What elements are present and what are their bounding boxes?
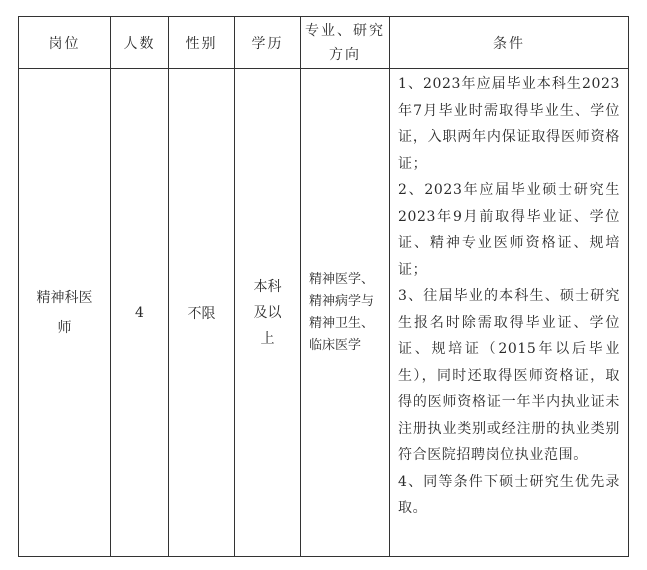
- header-position: 岗位: [19, 17, 111, 69]
- header-gender: 性别: [169, 17, 235, 69]
- cell-count: 4: [111, 69, 169, 557]
- table-row: [19, 69, 629, 557]
- cell-gender: 不限: [169, 69, 235, 557]
- condition-item-4: 4、同等条件下硕士研究生优先录取。: [398, 473, 620, 516]
- header-row: [19, 17, 629, 69]
- header-count: 人数: [111, 17, 169, 69]
- cell-conditions: [390, 69, 629, 557]
- cell-major: 精神医学、精神病学与精神卫生、临床医学: [301, 69, 390, 557]
- cell-position: 精神科医师: [19, 69, 111, 557]
- recruitment-table: [18, 16, 629, 557]
- condition-item-3: 3、往届毕业的本科生、硕士研究生报名时除需取得毕业证、学位证、规培证（2015年以后毕业生），同时还取得医师资格证，取得的医师资格证一年半内执业证未注册执业类别或经注册的执业类别符合医院招聘岗位执业范围。: [398, 288, 620, 463]
- condition-item-2: 2、2023年应届毕业硕士研究生2023年9月前取得毕业证、学位证、精神专业医师资格证、规培证；: [398, 182, 620, 278]
- header-major: 专业、研究方向: [301, 17, 390, 69]
- header-education: 学历: [235, 17, 301, 69]
- condition-item-1: 1、2023年应届毕业本科生2023年7月毕业时需取得毕业生、学位证，入职两年内保证取得医师资格证；: [398, 76, 620, 172]
- header-conditions: 条件: [390, 17, 629, 69]
- cell-education: 本科及以上: [235, 69, 301, 557]
